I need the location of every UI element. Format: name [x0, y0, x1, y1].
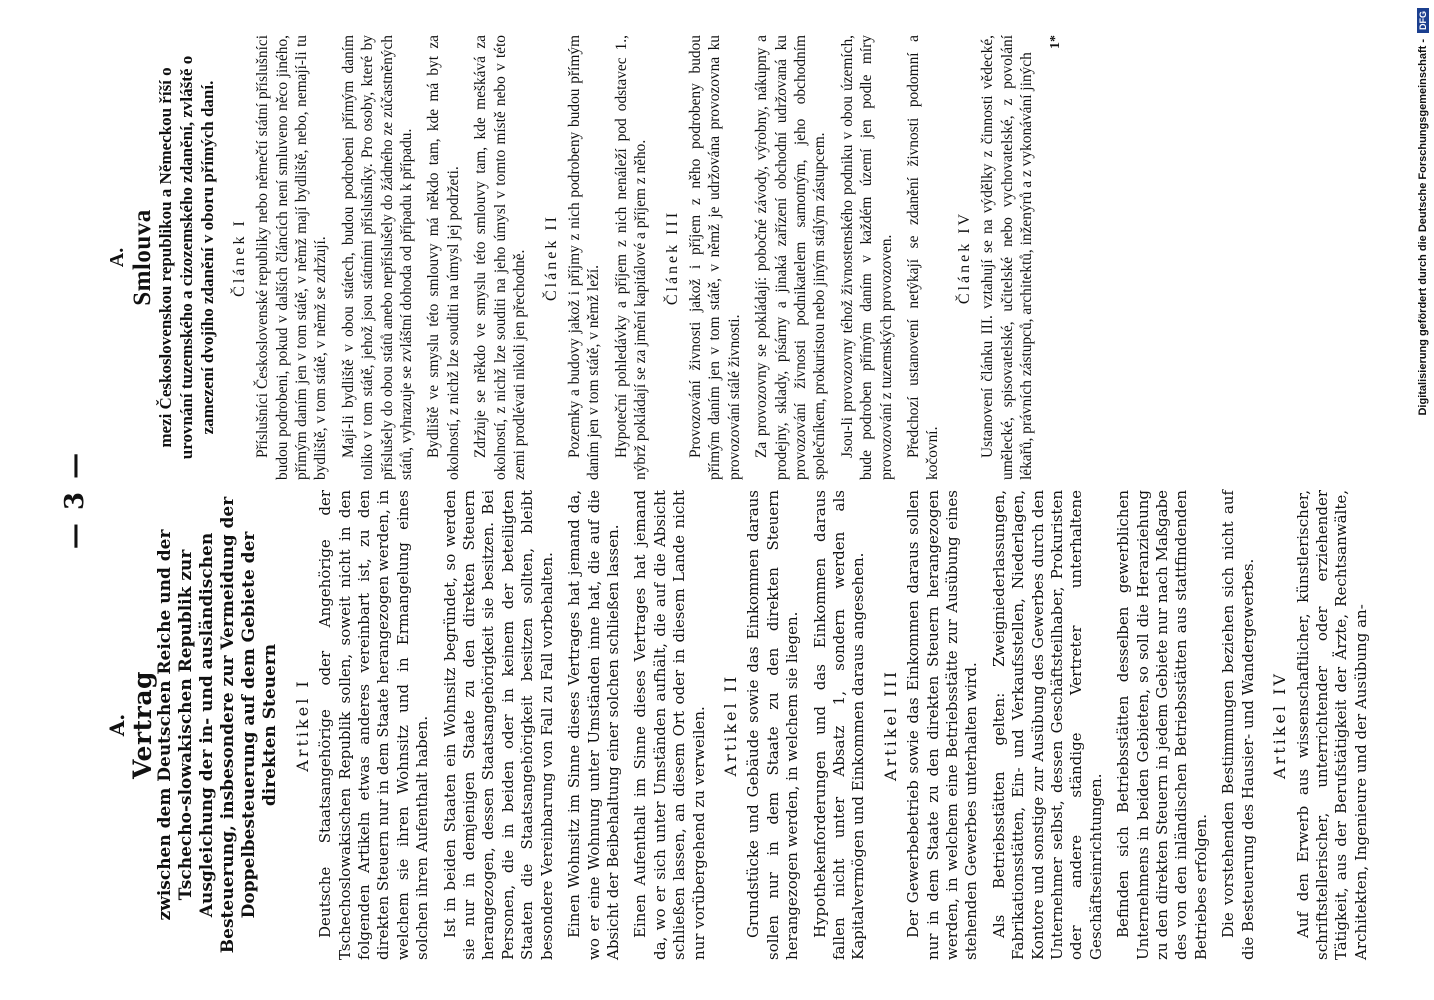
article-heading: Artikel IV — [1270, 671, 1290, 779]
article-paragraph: Zdržuje se někdo ve smyslu této smlouvy tam, kde meškává za okolností, z nichž lze souditi na jeho úmysl v tomto místě nebo v této zemi prodlévati nikoli jen přechodně. — [472, 35, 529, 480]
document-subtitle: mezi Československou republikou a Německou říší o urovnání tuzemského a cizozemského zdanění, zvláště o zamezení dvojího zdanění v oboru přímých daní. — [155, 55, 217, 460]
article-paragraph: Befinden sich Betriebsstätten desselben gewerblichen Unternehmens in beiden Gebieten, so soll die Heranziehung zu den direkten Steuern in jedem Gebiete nur nach Maßgabe des von den inländischen Betriebsstätten aus stattfindenden Betriebes erfolgen. — [1114, 490, 1210, 960]
article-list — [293, 490, 1371, 960]
section-letter: A. — [105, 713, 129, 737]
article-paragraph: Grundstücke und Gebäude sowie das Einkommen daraus sollen nur in dem Staate zu den direkten Steuern herangezogen werden, in welchem sie liegen. — [744, 490, 802, 960]
article-paragraph: Einen Aufenthalt im Sinne dieses Vertrages hat jemand da, wo er sich unter Umständen aufhält, die auf die Absicht schließen lassen, an diesem Ort oder in diesem Lande nicht nur vorübergehend zu verweilen. — [631, 490, 708, 960]
article-paragraph: Bydliště ve smyslu této smlouvy má někdo tam, kde má byt za okolností, z nichž lze souditi na úmysl jej podržeti. — [425, 35, 462, 480]
article-paragraph: Der Gewerbebetrieb sowie das Einkommen daraus sollen nur in dem Staate zu den direkten Steuern herangezogen werden, in welchem eine Betriebsstätte zur Ausübung eines stehenden Gewerbes unterhalten wird. — [904, 490, 981, 960]
article — [955, 35, 1037, 480]
dfg-logo: DFG — [1417, 8, 1429, 33]
article — [542, 35, 651, 480]
article-paragraph: Ustanovení článku III. vztahují se na výdělky z činnosti vědecké, umělecké, spisovatelské, učitelské nebo vychovatelské, z povolání lékařů, právních zástupců, architektů, inženýrů a z vykonávání jiných — [979, 35, 1036, 480]
article — [293, 490, 709, 960]
article-paragraph: Příslušníci Československé republiky nebo němečtí státní příslušníci budou podrobeni, pokud v dalších článcích není smluveno něco jiného, přímým daním jen v tom státě, v němž mají bydliště, nebo, nemají-li tu bydliště, v tom státě, v němž se zdržují. — [254, 35, 330, 480]
article-paragraph: Auf den Erwerb aus wissenschaftlicher, künstlerischer, schriftstellerischer, unterrichtender oder erziehender Tätigkeit, aus der Berufstätigkeit der Ärzte, Rechtsanwälte, Architekten, Ingenieure und der Ausübung an- — [1293, 490, 1370, 960]
article-heading: Článek II — [542, 214, 560, 301]
article — [230, 35, 530, 480]
article-paragraph: Ist in beiden Staaten ein Wohnsitz begründet, so werden sie nur in demjenigen Staate zu den direkten Steuern herangezogen, dessen Staatsangehörigkeit sie besitzen. Bei Personen, die in beiden oder in keinem der beteiligten Staaten die Staatsangehörigkeit besitzen sollten, bleibt besondere Vereinbarung von Fall zu Fall vorbehalten. — [440, 490, 556, 960]
article-paragraph: Jsou-li provozovny téhož živnostenského podniku v obou územích, bude podroben přímým daním v každém území jen podle míry provozování z tuzemských provozoven. — [838, 35, 895, 480]
document-subtitle: zwischen dem Deutschen Reiche und der Tschecho-slowakischen Republik zur Ausgleichung der in- und ausländischen Besteuerung, insbesondere zur Vermeidung der Doppelbesteuerung auf dem Gebiete der direkten Steuern — [154, 496, 280, 954]
article-paragraph: Mají-li bydliště v obou státech, budou podrobeni přímým daním toliko v tom státě, jehož jsou státními příslušníky. Pro osoby, které by příslušely do obou států anebo nepříslušely do žádného ze zúčastněných států, vyhrazuje se zvláštní dohoda od případu k případu. — [339, 35, 416, 480]
german-column — [105, 490, 1370, 960]
article-paragraph: Als Betriebsstätten gelten: Zweigniederlassungen, Fabrikationsstätten, Ein- und Verkaufsstellen, Niederlagen, Kontore und sonstige zur Ausübung des Gewerbes durch den Unternehmer selbst, dessen Geschäftsteilhaber, Prokuristen oder andere ständige Vertreter unterhaltene Geschäftseinrichtungen. — [989, 490, 1105, 960]
digitization-credit — [1413, 0, 1433, 1000]
article-heading: Artikel I — [292, 678, 312, 772]
article — [1270, 490, 1371, 960]
article-paragraph: Za provozovny se pokládají: pobočné závody, výrobny, nákupny a prodejny, sklady, písárny a jinaká zařízení obchodní udržovaná ku provozování živnosti podnikatelem samotným, jeho obchodním společníkem, prokuristou nebo jiným stálým zástupcem. — [753, 35, 829, 480]
page-number: — 3 — — [60, 450, 90, 550]
article-paragraph: Pozemky a budovy jakož i příjmy z nich podrobeny budou přímým daním jen v tom státě, v němž leží. — [565, 35, 603, 480]
section-letter: A. — [106, 247, 128, 268]
article-paragraph: Die vorstehenden Bestimmungen beziehen sich nicht auf die Besteuerung des Hausier- und Wandergewerbes. — [1219, 490, 1257, 960]
signature-mark: 1* — [1048, 35, 1064, 49]
article-paragraph: Hypoteční pohledávky a příjem z nich nenáleží pod odstavec 1., nýbrž pokládají se za jmění kapitálové a příjem z něho. — [612, 35, 650, 480]
czech-column — [108, 35, 1298, 480]
article-paragraph: Provozování živnosti jakož i příjem z něho podrobeny budou přímým daním jen v tom státě, v němž je udržována provozovna ku provozování stálé živnosti. — [686, 35, 743, 480]
article-heading: Článek I — [230, 218, 248, 297]
article-paragraph: Hypothekenforderungen und das Einkommen daraus fallen nicht unter Absatz 1, sondern werden als Kapitalvermögen und Einkommen daraus angesehen. — [810, 490, 868, 960]
document-title: Smlouva — [129, 209, 157, 306]
article-heading: Artikel III — [880, 668, 900, 782]
article-paragraph: Einen Wohnsitz im Sinne dieses Vertrages hat jemand da, wo er eine Wohnung unter Umständen inne hat, die auf die Absicht der Beibehaltung einer solchen schließen lassen. — [565, 490, 622, 960]
article-paragraph: Deutsche Staatsangehörige oder Angehörige der Tschechoslowakischen Republik sollen, soweit nicht in den folgenden Artikeln etwas anderes vereinbart ist, zu den direkten Steuern nur in dem Staate herangezogen werden, in welchem sie ihren Wohnsitz und in Ermangelung eines solchen ihren Aufenthalt haben. — [316, 490, 432, 960]
article-heading: Artikel II — [720, 673, 740, 777]
article-heading: Článek III — [663, 209, 681, 306]
credit-text: Digitalisierung gefördert durch die Deutsche Forschungsgemeinschaft - — [1417, 39, 1429, 416]
document-title: Vertrag — [128, 670, 158, 780]
article-list — [230, 35, 1037, 480]
article-heading: Článek IV — [955, 210, 973, 305]
article — [663, 35, 943, 480]
article — [721, 490, 869, 960]
article-paragraph: Předchozí ustanovení netýkají se zdanění živnosti podomní a kočovní. — [905, 35, 942, 480]
article — [881, 490, 1258, 960]
